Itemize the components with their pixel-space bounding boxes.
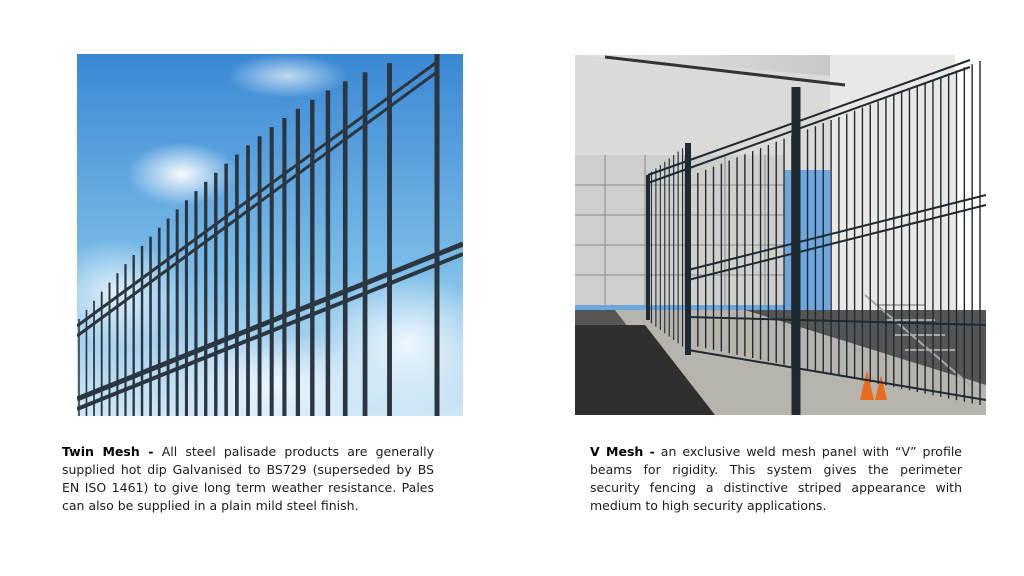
twin-mesh-photo (77, 54, 463, 416)
v-mesh-description: an exclusive weld mesh panel with “V” profile beams for rigidity. This system gives the perimeter security fencing a distinctive striped appearance with medium to high security applications. (590, 444, 962, 513)
v-mesh-title: V Mesh - (590, 444, 655, 459)
v-mesh-photo (575, 55, 986, 415)
v-mesh-caption (590, 443, 962, 515)
twin-mesh-description: All steel palisade products are generally supplied hot dip Galvanised to BS729 (superseded by BS EN ISO 1461) to give long term weather resistance. Pales can also be supplied in a plain mild steel finish. (62, 444, 434, 513)
twin-mesh-title: Twin Mesh - (62, 444, 154, 459)
twin-mesh-photo-graphic (77, 54, 463, 416)
twin-mesh-caption (62, 443, 434, 515)
v-mesh-photo-graphic (575, 55, 986, 415)
